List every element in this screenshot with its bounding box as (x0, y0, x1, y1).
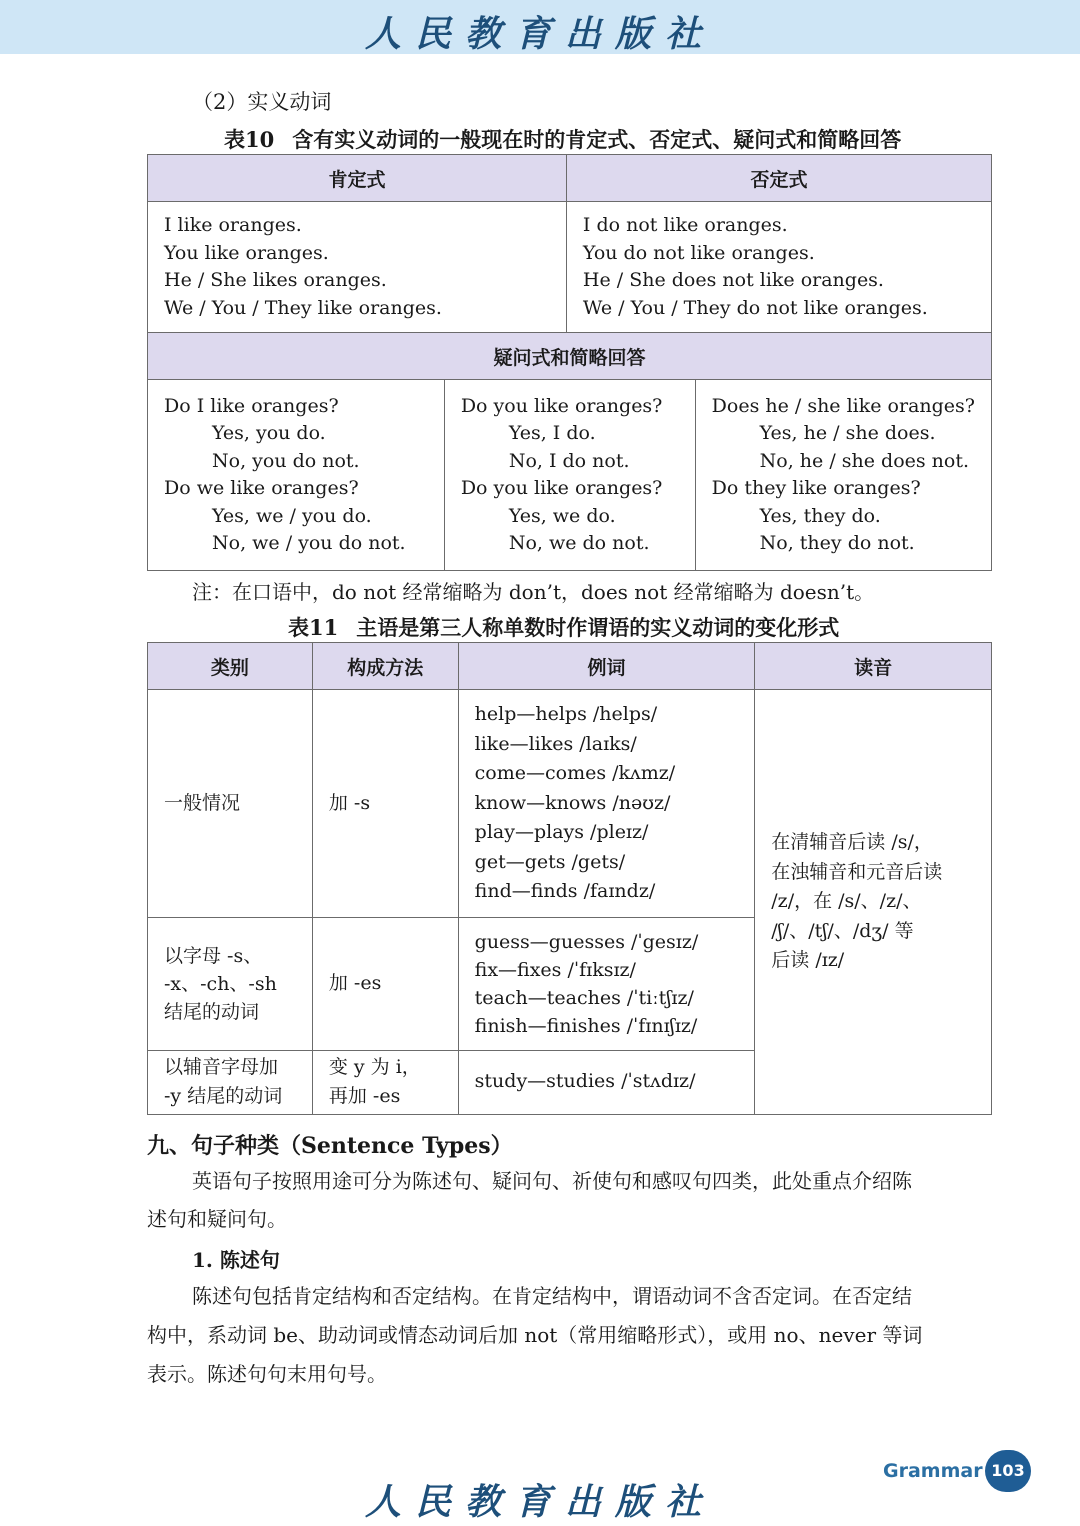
example-word: like—likes /laɪks/ (474, 732, 637, 755)
example-word: play—plays /pleɪz/ (474, 821, 649, 843)
method-cell (312, 1050, 458, 1114)
answer-line: Yes, you do. (212, 422, 326, 444)
examples-cell (458, 917, 755, 1050)
table10-negative-cell (566, 202, 991, 333)
example-word: guess—guesses /ˈgesɪz/ (474, 930, 699, 953)
table11-header-pronunciation: 读音 (755, 643, 992, 690)
table11-header-method: 构成方法 (312, 643, 458, 690)
table11-number: 表11 (288, 615, 339, 640)
pronunciation-line: /z/，在 /s/、/z/、 (771, 890, 922, 912)
table11-caption (288, 612, 839, 642)
answer-line: No, I do not. (508, 449, 630, 472)
pronunciation-line: 后读 /ɪz/ (771, 949, 845, 971)
category-text: -y 结尾的动词 (164, 1085, 283, 1107)
pronunciation-line: /ʃ/、/tʃ/、/dʒ/ 等 (771, 919, 914, 942)
table11-header-examples: 例词 (458, 643, 755, 690)
table11 (147, 642, 992, 1115)
method-cell (312, 690, 458, 918)
question-line: Do they like oranges? (711, 477, 921, 499)
category-cell (148, 690, 313, 918)
table10-question-cell (148, 380, 445, 571)
example-word: find—finds /faɪndz/ (474, 880, 656, 902)
category-text: 一般情况 (164, 791, 241, 814)
method-text: 加 -es (328, 971, 382, 994)
paragraph-line: 陈述句包括肯定结构和否定结构。在肯定结构中，谓语动词不含否定词。在否定结 (192, 1284, 912, 1308)
category-text: 以辅音字母加 (164, 1056, 279, 1078)
question-line: Do you like oranges? (460, 394, 663, 417)
examples-cell (458, 1050, 755, 1114)
table10-title: 含有实义动词的一般现在时的肯定式、否定式、疑问式和简略回答 (292, 127, 902, 152)
table10-question-cell (444, 380, 695, 571)
method-text: 再加 -es (328, 1085, 401, 1107)
answer-line: Yes, I do. (508, 422, 596, 444)
table10-header-affirmative: 肯定式 (148, 155, 567, 202)
examples-cell (458, 690, 755, 918)
table10 (147, 154, 992, 571)
table11-title: 主语是第三人称单数时作谓语的实义动词的变化形式 (356, 615, 840, 640)
affirmative-line: He / She likes oranges. (164, 269, 387, 291)
table10-header-negative: 否定式 (566, 155, 991, 202)
answer-line: Yes, they do. (759, 504, 881, 527)
example-word: fix—fixes /ˈfɪksɪz/ (474, 958, 636, 981)
question-line: Do I like oranges? (164, 394, 339, 417)
page-number: 103 (985, 1450, 1031, 1492)
negative-line: I do not like oranges. (582, 214, 788, 236)
affirmative-line: We / You / They like oranges. (164, 296, 442, 319)
method-text: 变 y 为 i， (328, 1056, 421, 1078)
table10-caption (224, 124, 901, 154)
answer-line: No, we do not. (508, 532, 650, 554)
pronunciation-line: 在浊辅音和元音后读 (771, 860, 943, 883)
paragraph-line: 述句和疑问句。 (147, 1207, 287, 1231)
example-word: help—helps /helps/ (474, 703, 658, 725)
negative-line: You do not like oranges. (582, 241, 815, 264)
category-cell (148, 1050, 313, 1114)
answer-line: No, they do not. (759, 532, 915, 554)
example-word: study—studies /ˈstʌdɪz/ (474, 1070, 696, 1093)
example-word: finish—finishes /ˈfɪnɪʃɪz/ (474, 1014, 698, 1037)
question-line: Do we like oranges? (164, 477, 359, 499)
category-text: 以字母 -s、 (164, 944, 263, 967)
negative-line: We / You / They do not like oranges. (582, 296, 928, 319)
section-intro (147, 1162, 992, 1238)
answer-line: Yes, we / you do. (212, 504, 372, 527)
method-text: 加 -s (328, 791, 371, 814)
answer-line: Yes, he / she does. (759, 422, 936, 444)
pronunciation-line: 在清辅音后读 /s/， (771, 831, 933, 853)
table10-header-questions: 疑问式和简略回答 (148, 333, 992, 380)
footer-section-label: Grammar (883, 1460, 983, 1482)
pronunciation-cell (755, 690, 992, 1115)
subsection-title: （2）实义动词 (192, 90, 332, 114)
method-cell (312, 917, 458, 1050)
answer-line: No, we / you do not. (212, 532, 406, 554)
example-word: come—comes /kʌmz/ (474, 762, 676, 784)
table10-question-cell (695, 380, 991, 571)
category-cell (148, 917, 313, 1050)
affirmative-line: You like oranges. (164, 241, 329, 264)
category-text: -x、-ch、-sh (164, 972, 277, 995)
publisher-logo-bottom: 人民教育出版社 (364, 1481, 715, 1523)
table10-note: 注：在口语中，do not 经常缩略为 don’t，does not 经常缩略为 doesn’t。 (192, 580, 875, 604)
table11-header-category: 类别 (148, 643, 313, 690)
example-word: get—gets /gets/ (474, 850, 626, 873)
example-word: teach—teaches /ˈtiːtʃɪz/ (474, 986, 694, 1009)
publisher-logo-top: 人民教育出版社 (364, 13, 715, 55)
example-word: know—knows /nəʊz/ (474, 791, 671, 814)
section-title: 九、句子种类（Sentence Types） (147, 1133, 513, 1159)
paragraph-line: 英语句子按照用途可分为陈述句、疑问句、祈使句和感叹句四类，此处重点介绍陈 (192, 1169, 912, 1193)
answer-line: No, you do not. (212, 449, 360, 472)
question-line: Do you like oranges? (460, 477, 663, 499)
question-line: Does he / she like oranges? (711, 394, 975, 417)
paragraph-line: 构中，系动词 be、助动词或情态动词后加 not（常用缩略形式），或用 no、never 等词 (147, 1323, 923, 1347)
affirmative-line: I like oranges. (164, 214, 302, 236)
table10-number: 表10 (224, 127, 275, 152)
subsection-heading: 1. 陈述句 (192, 1248, 280, 1272)
table10-affirmative-cell (148, 202, 567, 333)
answer-line: No, he / she does not. (759, 449, 970, 472)
subsection-body (147, 1277, 992, 1394)
answer-line: Yes, we do. (508, 504, 616, 527)
category-text: 结尾的动词 (164, 1000, 260, 1023)
paragraph-line: 表示。陈述句句末用句号。 (147, 1362, 387, 1386)
negative-line: He / She does not like oranges. (582, 269, 884, 291)
